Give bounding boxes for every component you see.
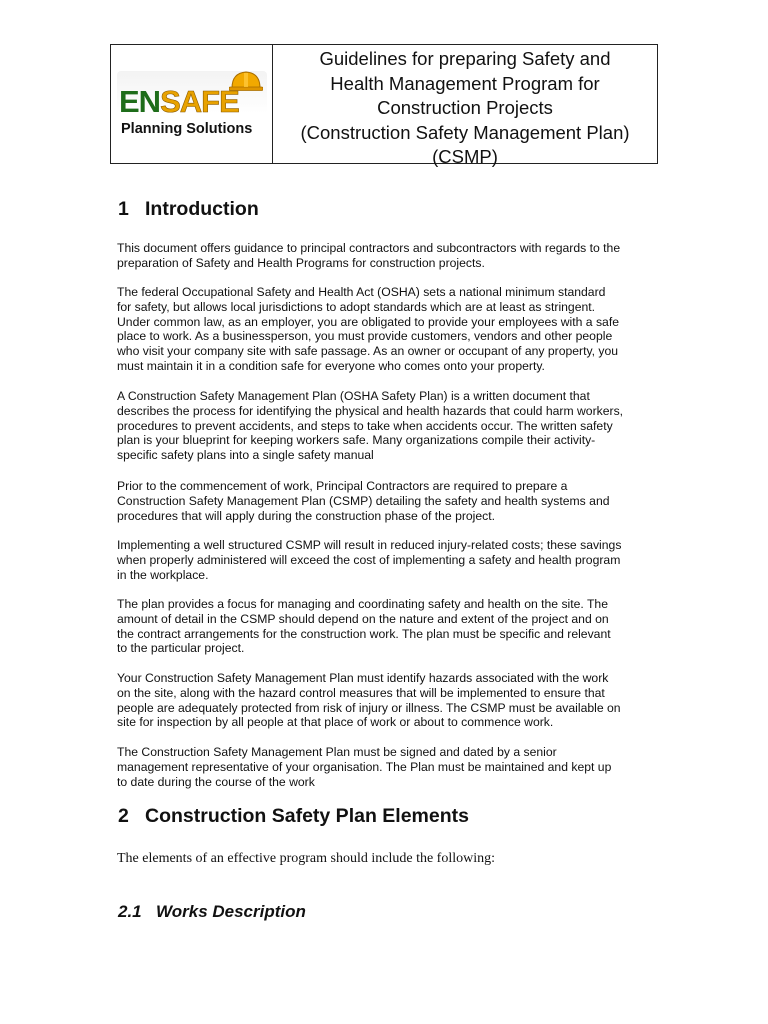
document-header-table: [110, 44, 658, 167]
paragraph-line: amount of detail in the CSMP should depend on the nature and extent of the project and on: [117, 611, 609, 626]
paragraph-line: to date during the course of the work: [117, 774, 315, 789]
section-intro-text: The elements of an effective program should include the following:: [117, 851, 496, 866]
paragraph-line: Construction Safety Management Plan (CSMP) detailing the safety and health systems and: [117, 493, 610, 508]
paragraph-line: The federal Occupational Safety and Health Act (OSHA) sets a national minimum standard: [117, 285, 606, 299]
paragraph: [117, 479, 657, 523]
paragraph-line: who visit your company site with safe passage. As an owner or occupant of any property, you: [117, 344, 619, 359]
paragraph-line: This document offers guidance to principal contractors and subcontractors with regards to the: [117, 241, 621, 255]
paragraph-line: to the particular project.: [117, 641, 245, 656]
paragraph: [117, 389, 657, 463]
paragraph-line: site for inspection by all people at that place of work or about to commence work.: [117, 715, 554, 730]
paragraph-line: Implementing a well structured CSMP will result in reduced injury-related costs; these savings: [117, 538, 622, 552]
paragraph-line: Prior to the commencement of work, Principal Contractors are required to prepare a: [117, 479, 568, 493]
logo-cell: [111, 45, 273, 163]
paragraph-line: describes the process for identifying the physical and health hazards that could harm workers,: [117, 403, 624, 418]
section-heading-introduction: 1 Introduction: [118, 198, 259, 220]
document-title: [273, 45, 657, 167]
paragraph-line: The plan provides a focus for managing and coordinating safety and health on the site. The: [117, 597, 608, 611]
paragraph-line: place to work. As a businessperson, you must provide customers, vendors and other people: [117, 329, 613, 344]
title-line: (CSMP): [432, 146, 498, 167]
paragraph-line: Under common law, as an employer, you are obligated to provide your employees with a safe: [117, 314, 619, 329]
paragraph: [117, 241, 657, 271]
paragraph: [117, 745, 657, 789]
logo-wordmark: ENSAFE: [119, 84, 239, 119]
paragraph-line: the contract arrangements for the construction work. The plan must be specific and relevant: [117, 626, 611, 641]
paragraph-line: management representative of your organisation. The Plan must be maintained and kept up: [117, 759, 612, 774]
paragraph: [117, 538, 657, 582]
title-line: Guidelines for preparing Safety and: [319, 48, 611, 69]
paragraph: [117, 285, 657, 374]
section-heading-plan-elements: 2 Construction Safety Plan Elements: [118, 805, 469, 827]
paragraph-line: specific safety plans into a single safety manual: [117, 448, 374, 463]
paragraph-line: must maintain it in a condition safe for everyone who comes onto your property.: [117, 358, 545, 373]
paragraph-line: procedures that will apply during the construction phase of the project.: [117, 508, 496, 523]
paragraph-line: A Construction Safety Management Plan (OSHA Safety Plan) is a written document that: [117, 389, 590, 403]
title-line: Construction Projects: [377, 97, 553, 118]
title-line: Health Management Program for: [330, 72, 600, 94]
logo-subtitle: Planning Solutions: [121, 121, 253, 137]
paragraph: [117, 597, 657, 656]
paragraph: [117, 671, 657, 730]
paragraph-line: people are adequately protected from risk of injury or illness. The CSMP must be available on: [117, 700, 621, 715]
paragraph-line: Your Construction Safety Management Plan must identify hazards associated with the work: [117, 671, 609, 685]
paragraph-line: on the site, along with the hazard control measures that will be implemented to ensure that: [117, 685, 605, 700]
title-line: (Construction Safety Management Plan): [300, 121, 630, 143]
paragraph-line: The Construction Safety Management Plan must be signed and dated by a senior: [117, 745, 557, 759]
paragraph-line: plan is your blueprint for keeping workers safe. Many organizations compile their activity-: [117, 433, 596, 448]
paragraph-line: preparation of Safety and Health Programs for construction projects.: [117, 255, 485, 270]
paragraph-line: in the workplace.: [117, 567, 209, 582]
subsection-heading-works-description: 2.1 Works Description: [118, 902, 306, 921]
paragraph-line: procedures to prevent accidents, and steps to take when accidents occur. The written safety: [117, 418, 613, 433]
paragraph-line: when properly administered will exceed the cost of implementing a safety and health program: [117, 552, 621, 567]
paragraph-line: for safety, but allows local jurisdictions to adopt standards which are at least as stringent.: [117, 299, 596, 314]
